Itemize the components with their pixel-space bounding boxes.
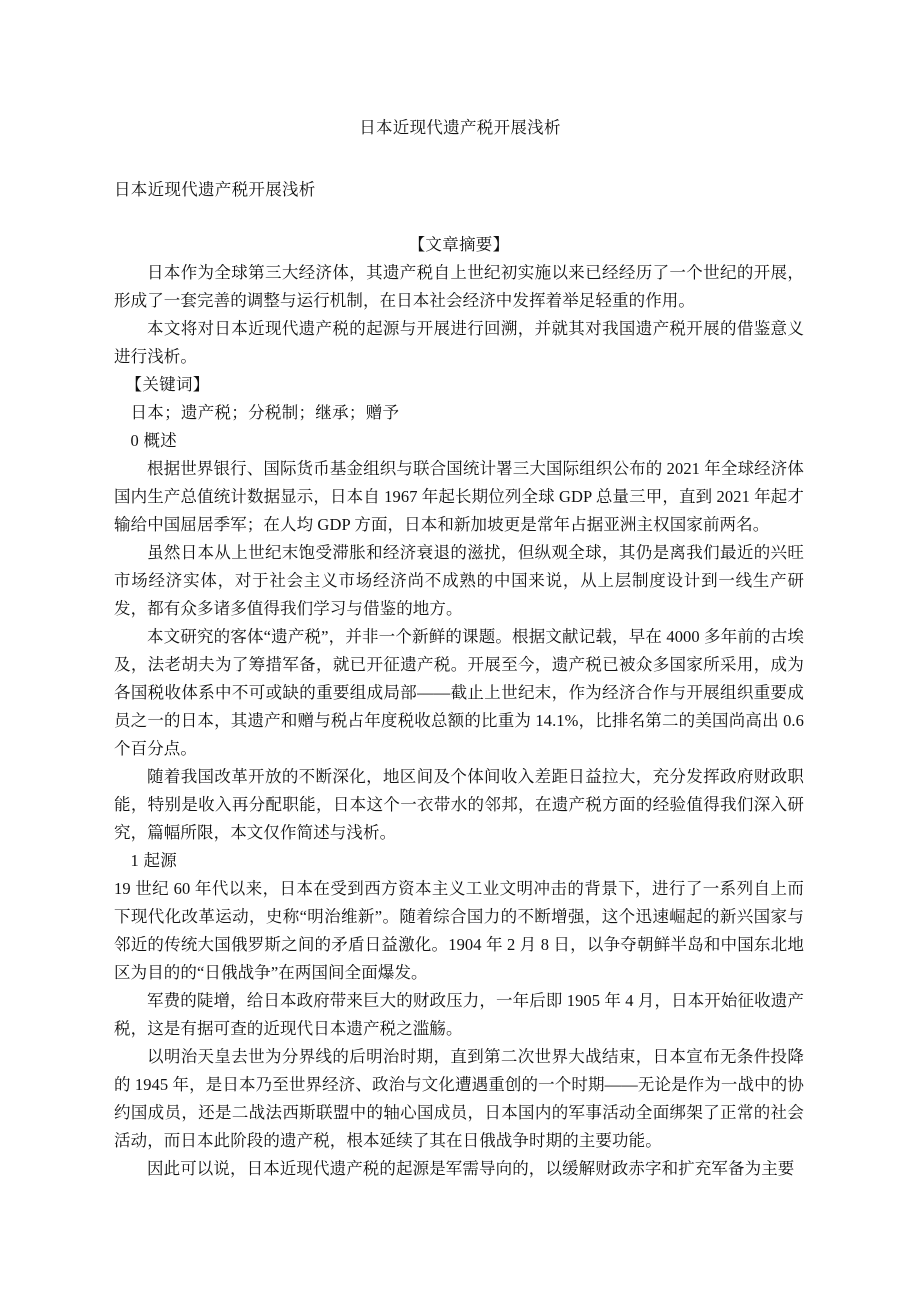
section-1-paragraph: 军费的陡增，给日本政府带来巨大的财政压力，一年后即 1905 年 4 月，日本开始征收遗产税，这是有据可查的近现代日本遗产税之滥觞。 [114, 991, 804, 1038]
keywords-line: 日本；遗产税；分税制；继承；赠予 [130, 403, 400, 422]
document-body [114, 142, 804, 1183]
section-heading-0: 0 概述 [130, 431, 178, 450]
abstract-paragraph: 日本作为全球第三大经济体，其遗产税自上世纪初实施以来已经经历了一个世纪的开展，形成了一套完善的调整与运行机制，在日本社会经济中发挥着举足轻重的作用。 [114, 263, 804, 310]
abstract-label: 【文章摘要】 [408, 235, 510, 254]
section-1-paragraph: 因此可以说，日本近现代遗产税的起源是军需导向的，以缓解财政赤字和扩充军备为主要 [147, 1159, 795, 1178]
abstract-paragraph: 本文将对日本近现代遗产税的起源与开展进行回溯，并就其对我国遗产税开展的借鉴意义进行浅析。 [114, 319, 804, 366]
document-subtitle: 日本近现代遗产税开展浅析 [114, 180, 316, 199]
section-heading-1: 1 起源 [130, 851, 178, 870]
section-0-paragraph: 本文研究的客体“遗产税”，并非一个新鲜的课题。根据文献记载，早在 4000 多年前的古埃及，法老胡夫为了筹措军备，就已开征遗产税。开展至今，遗产税已被众多国家所采用，成为各国税收体系中不可或缺的重要组成局部——截止上世纪末，作为经济合作与开展组织重要成员之一的日本，其遗产和赠与税占年度税收总额的比重为 14.1%，比排名第二的美国尚高出 0.6 个百分点。 [114, 627, 804, 758]
section-0-paragraph: 虽然日本从上世纪末饱受滞胀和经济衰退的滋扰，但纵观全球，其仍是离我们最近的兴旺市场经济实体，对于社会主义市场经济尚不成熟的中国来说，从上层制度设计到一线生产研发，都有众多诸多值得我们学习与借鉴的地方。 [114, 543, 804, 618]
section-1-paragraph: 以明治天皇去世为分界线的后明治时期，直到第二次世界大战结束，日本宣布无条件投降的 1945 年，是日本乃至世界经济、政治与文化遭遇重创的一个时期——无论是作为一战中的协约国成员，还是二战法西斯联盟中的轴心国成员，日本国内的军事活动全面绑架了正常的社会活动，而日本此阶段的遗产税，根本延续了其在日俄战争时期的主要功能。 [114, 1047, 804, 1150]
section-1-paragraph: 19 世纪 60 年代以来，日本在受到西方资本主义工业文明冲击的背景下，进行了一系列自上而下现代化改革运动，史称“明治维新”。随着综合国力的不断增强，这个迅速崛起的新兴国家与邻近的传统大国俄罗斯之间的矛盾日益激化。1904 年 2 月 8 日，以争夺朝鲜半岛和中国东北地区为目的的“日俄战争”在两国间全面爆发。 [114, 879, 804, 982]
keywords-label: 【关键词】 [125, 375, 210, 394]
section-0-paragraph: 根据世界银行、国际货币基金组织与联合国统计署三大国际组织公布的 2021 年全球经济体国内生产总值统计数据显示，日本自 1967 年起长期位列全球 GDP 总量三甲，直到 2021 年起才输给中国屈居季军；在人均 GDP 方面，日本和新加坡更是常年占据亚洲主权国家前两名。 [114, 459, 804, 534]
page-title: 日本近现代遗产税开展浅析 [359, 118, 561, 137]
section-0-paragraph: 随着我国改革开放的不断深化，地区间及个体间收入差距日益拉大，充分发挥政府财政职能，特别是收入再分配职能，日本这个一衣带水的邻邦，在遗产税方面的经验值得我们深入研究，篇幅所限，本文仅作简述与浅析。 [114, 767, 804, 842]
title-spacer [114, 204, 804, 231]
